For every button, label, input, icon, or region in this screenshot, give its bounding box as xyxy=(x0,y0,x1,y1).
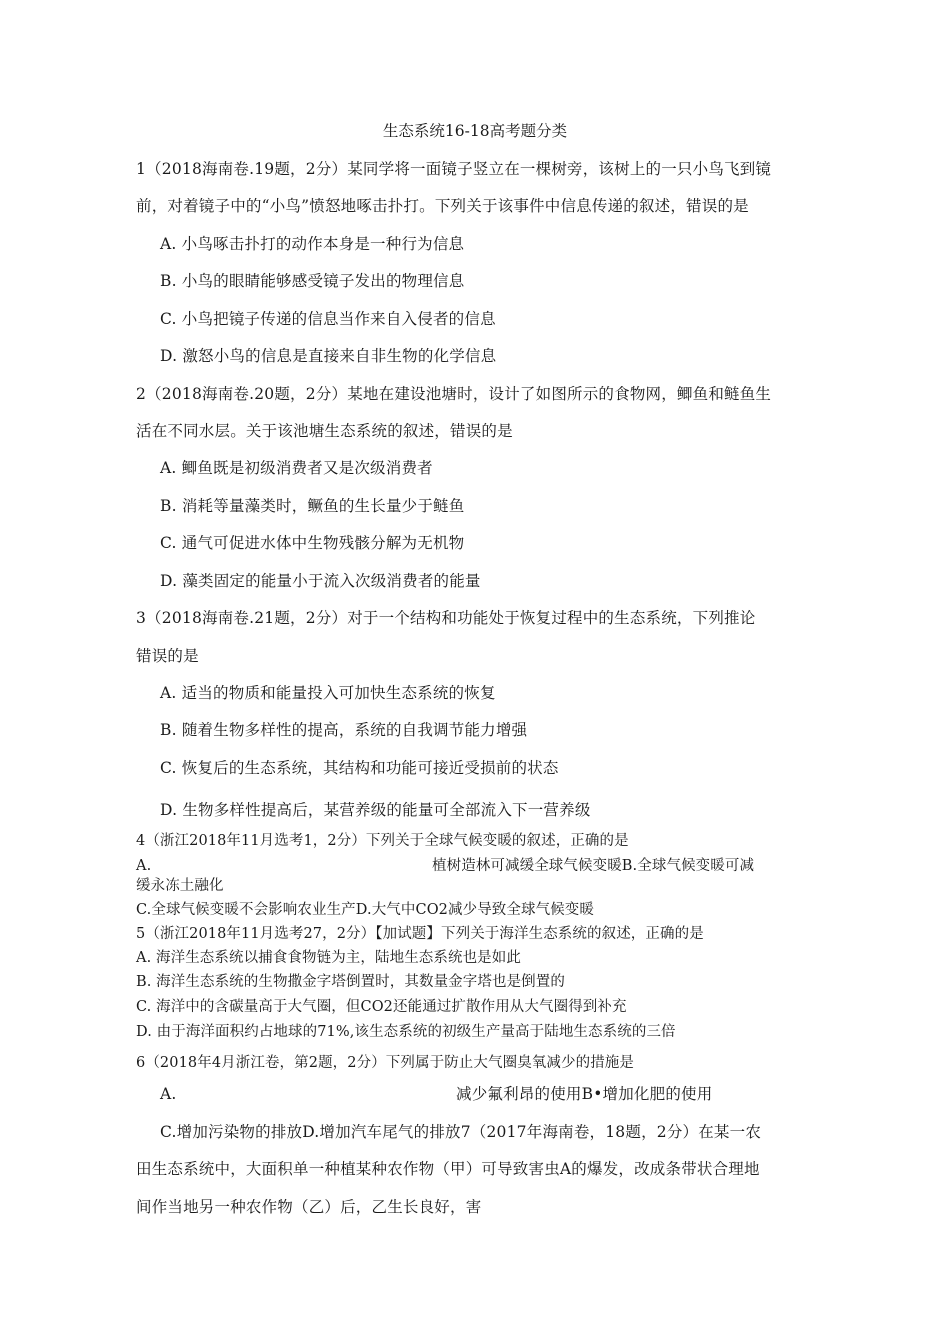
q2-option-b: B. 消耗等量藻类时，鳜鱼的生长量少于鲢鱼 xyxy=(160,497,465,515)
q5-option-a: A. 海洋生态系统以捕食食物链为主，陆地生态系统也是如此 xyxy=(136,950,521,966)
q3-option-b: B. 随着生物多样性的提高，系统的自我调节能力增强 xyxy=(160,721,528,739)
q1-option-b: B. 小鸟的眼睛能够感受镜子发出的物理信息 xyxy=(160,272,465,290)
q6-options-cd: C.增加污染物的排放D.增加汽车尾气的排放7（2017年海南卷，18题，2分）在某一农 xyxy=(160,1123,762,1141)
q3-stem-line-2: 错误的是 xyxy=(136,647,199,665)
q1-option-a: A. 小鸟啄击扑打的动作本身是一种行为信息 xyxy=(160,235,465,253)
q4-option-a-label: A. xyxy=(136,858,152,874)
q7-line-3: 间作当地另一种农作物（乙）后，乙生长良好，害 xyxy=(136,1198,482,1216)
q5-option-c: C. 海洋中的含碳量高于大气圈，但CO2还能通过扩散作用从大气圈得到补充 xyxy=(136,999,627,1015)
q3-option-d: D. 生物多样性提高后，某营养级的能量可全部流入下一营养级 xyxy=(160,801,591,819)
q6-stem: 6（2018年4月浙江卷，第2题，2分）下列属于防止大气圈臭氧减少的措施是 xyxy=(136,1055,634,1071)
q7-line-2: 田生态系统中，大面积单一种植某种农作物（甲）可导致害虫A的爆发，改成条带状合理地 xyxy=(136,1160,760,1178)
q3-option-c: C. 恢复后的生态系统，其结构和功能可接近受损前的状态 xyxy=(160,759,559,777)
q1-option-c: C. 小鸟把镜子传递的信息当作来自入侵者的信息 xyxy=(160,310,496,328)
q4-stem: 4（浙江2018年11月选考1，2分）下列关于全球气候变暖的叙述，正确的是 xyxy=(136,833,629,849)
page-title: 生态系统16-18高考题分类 xyxy=(382,122,568,140)
q2-stem-line-2: 活在不同水层。关于该池塘生态系统的叙述，错误的是 xyxy=(136,422,513,440)
q5-option-b: B. 海洋生态系统的生物撒金字塔倒置时，其数量金字塔也是倒置的 xyxy=(136,974,565,990)
q4-option-a-text: 植树造林可减缓全球气候变暖B.全球气候变暖可减 xyxy=(432,858,755,874)
q3-option-a: A. 适当的物质和能量投入可加快生态系统的恢复 xyxy=(160,684,496,702)
q4-options-cd: C.全球气候变暖不会影响农业生产D.大气中CO2减少导致全球气候变暖 xyxy=(136,902,595,918)
q6-option-a-label: A. xyxy=(160,1085,177,1103)
q4-option-b-wrap: 缓永冻土融化 xyxy=(136,878,224,894)
q2-option-c: C. 通气可促进水体中生物残骸分解为无机物 xyxy=(160,534,465,552)
q1-stem-line-2: 前，对着镜子中的“小鸟”愤怒地啄击扑打。下列关于该事件中信息传递的叙述，错误的是 xyxy=(136,197,749,215)
q1-stem-line-1: 1（2018海南卷.19题，2分）某同学将一面镜子竖立在一棵树旁，该树上的一只小鸟飞到镜 xyxy=(136,160,772,178)
q2-option-a: A. 鲫鱼既是初级消费者又是次级消费者 xyxy=(160,459,433,477)
q5-option-d: D. 由于海洋面积约占地球的71%,该生态系统的初级生产量高于陆地生态系统的三倍 xyxy=(136,1024,676,1040)
q2-stem-line-1: 2（2018海南卷.20题，2分）某地在建设池塘时，设计了如图所示的食物网，鲫鱼和鲢鱼生 xyxy=(136,385,772,403)
q2-option-d: D. 藻类固定的能量小于流入次级消费者的能量 xyxy=(160,572,481,590)
q6-option-a-text: 减少氟利昂的使用B•增加化肥的使用 xyxy=(456,1085,713,1103)
q5-stem: 5（浙江2018年11月选考27，2分）【加试题】下列关于海洋生态系统的叙述，正确的是 xyxy=(136,926,704,942)
q1-option-d: D. 激怒小鸟的信息是直接来自非生物的化学信息 xyxy=(160,347,497,365)
q3-stem-line-1: 3（2018海南卷.21题，2分）对于一个结构和功能处于恢复过程中的生态系统，下列推论 xyxy=(136,609,756,627)
